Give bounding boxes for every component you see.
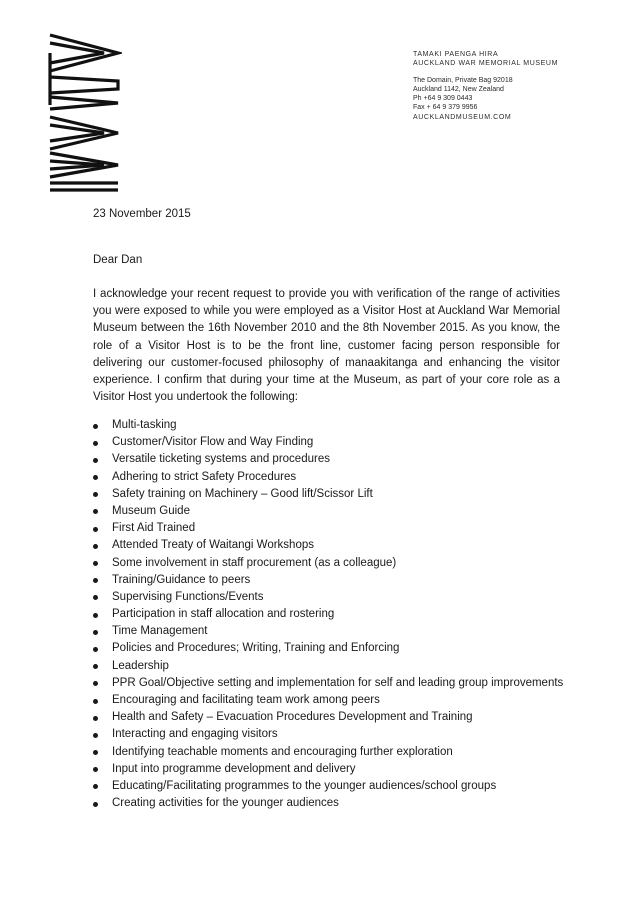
list-item: First Aid Trained: [93, 520, 563, 537]
list-item: Attended Treaty of Waitangi Workshops: [93, 537, 563, 554]
org-maori-name: TAMAKI PAENGA HIRA: [413, 51, 499, 58]
list-item: Multi-tasking: [93, 417, 563, 434]
list-item: Participation in staff allocation and rostering: [93, 606, 563, 623]
list-item: Identifying teachable moments and encouraging further exploration: [93, 744, 563, 761]
list-item: Input into programme development and delivery: [93, 761, 563, 778]
list-item: Safety training on Machinery – Good lift/Scissor Lift: [93, 486, 563, 503]
address-line-1: The Domain, Private Bag 92018: [413, 76, 513, 84]
list-item: Policies and Procedures; Writing, Training and Enforcing: [93, 640, 563, 657]
list-item: Customer/Visitor Flow and Way Finding: [93, 434, 563, 451]
list-item: Some involvement in staff procurement (as a colleague): [93, 555, 563, 572]
list-item: Time Management: [93, 623, 563, 640]
list-item: Versatile ticketing systems and procedures: [93, 451, 563, 468]
list-item: Supervising Functions/Events: [93, 589, 563, 606]
letter-date: 23 November 2015: [93, 208, 191, 220]
address-line-2: Auckland 1142, New Zealand: [413, 85, 504, 93]
body-paragraph: I acknowledge your recent request to provide you with verification of the range of activities you were exposed to while you were employed as a Visitor Host at Auckland War Memorial Museum between the 16th November 2010 and the 8th November 2015. As you know, the role of a Visitor Host is to be the front line, customer facing person responsible for delivering our customer-focused philosophy of manaakitanga and enhancing the visitor experience. I confirm that during your time at the Museum, as part of your core role as a Visitor Host you undertook the following:: [93, 288, 560, 404]
website: AUCKLANDMUSEUM.COM: [413, 113, 512, 121]
list-item: Health and Safety – Evacuation Procedures Development and Training: [93, 709, 563, 726]
list-item: Museum Guide: [93, 503, 563, 520]
list-item: Educating/Facilitating programmes to the younger audiences/school groups: [93, 778, 563, 795]
salutation: Dear Dan: [93, 254, 143, 266]
museum-logo: [48, 33, 122, 193]
phone-number: Ph +64 9 309 0443: [413, 95, 473, 103]
fax-number: Fax + 64 9 379 9956: [413, 104, 478, 112]
activities-list: [93, 417, 563, 812]
list-item: Leadership: [93, 658, 563, 675]
org-name: AUCKLAND WAR MEMORIAL MUSEUM: [413, 60, 559, 68]
list-item: Encouraging and facilitating team work among peers: [93, 692, 563, 709]
list-item: Creating activities for the younger audiences: [93, 795, 563, 812]
list-item: Interacting and engaging visitors: [93, 726, 563, 743]
letterhead: [413, 50, 558, 122]
list-item: Adhering to strict Safety Procedures: [93, 469, 563, 486]
list-item: PPR Goal/Objective setting and implementation for self and leading group improvements: [93, 675, 563, 692]
list-item: Training/Guidance to peers: [93, 572, 563, 589]
